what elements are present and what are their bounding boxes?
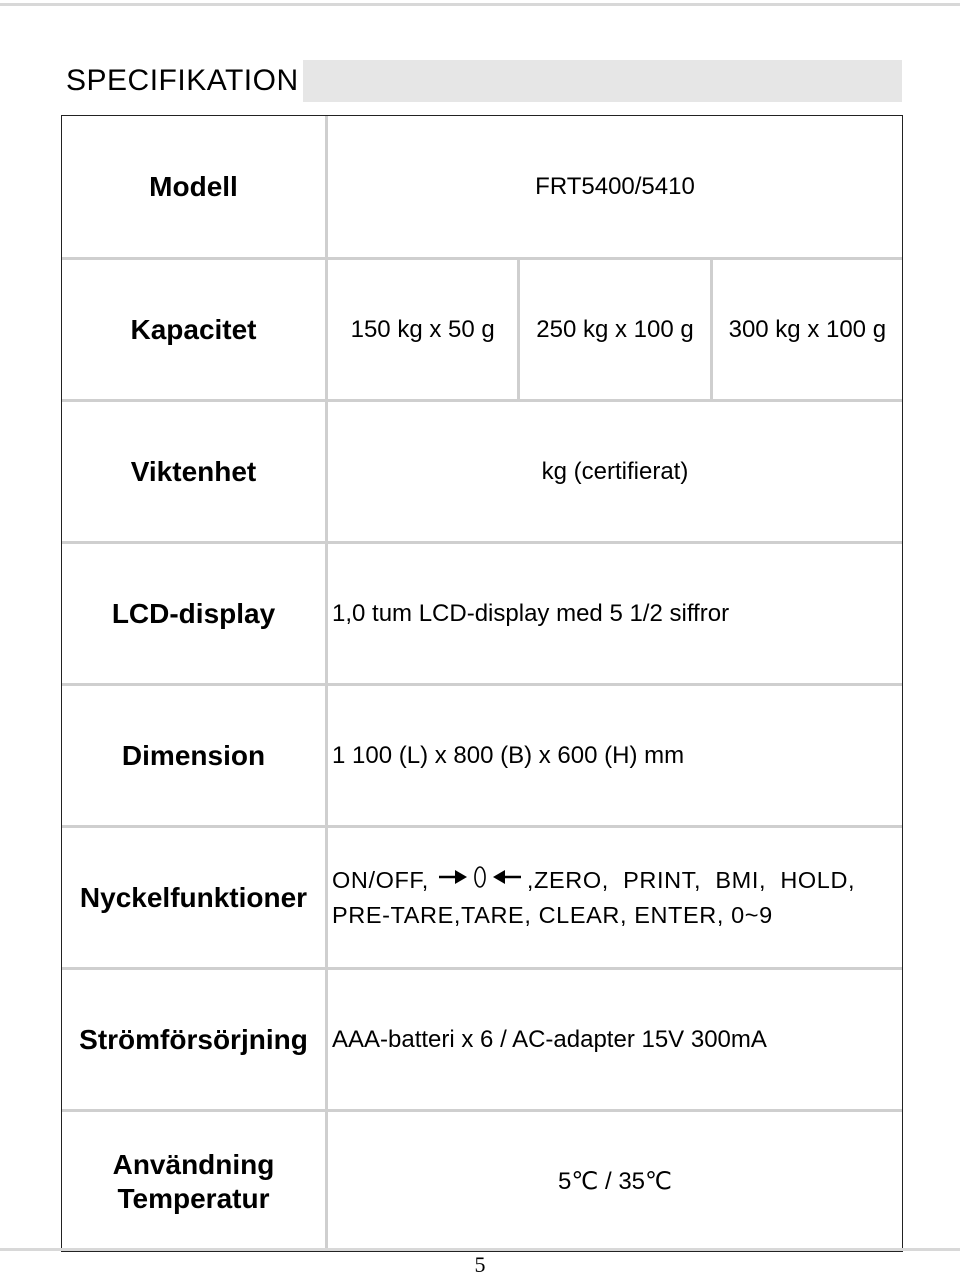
page-heading: SPECIFIKATION <box>62 60 303 102</box>
key-list <box>332 863 855 933</box>
spec-label: Dimension <box>62 686 328 825</box>
key-list-prefix: ON/OFF, <box>332 866 429 893</box>
spec-value: 1 100 (L) x 800 (B) x 600 (H) mm <box>332 741 685 769</box>
spec-row-viktenhet <box>62 399 902 541</box>
top-rule <box>0 3 960 6</box>
spec-label: Kapacitet <box>62 260 328 399</box>
spec-label-line: Temperatur <box>117 1182 270 1214</box>
spec-label: Modell <box>62 116 328 257</box>
spec-row-stromforsorjning <box>62 967 902 1109</box>
spec-value: FRT5400/5410 <box>535 172 695 200</box>
capacity-value: 300 kg x 100 g <box>728 315 887 343</box>
spec-row-dimension <box>62 683 902 825</box>
spec-row-lcd <box>62 541 902 683</box>
spec-row-modell <box>62 116 902 257</box>
spec-value <box>328 828 902 967</box>
spec-label: Strömförsörjning <box>62 970 328 1109</box>
spec-label: LCD-display <box>62 544 328 683</box>
spec-table <box>61 115 903 1252</box>
capacity-value: 150 kg x 50 g <box>328 260 520 399</box>
page-number: 5 <box>474 1252 486 1277</box>
spec-label <box>62 1112 328 1251</box>
capacity-value: 250 kg x 100 g <box>520 260 712 399</box>
spec-value: kg (certifierat) <box>541 457 689 485</box>
spec-label-line: Användning <box>112 1148 275 1180</box>
spec-value: AAA-batteri x 6 / AC-adapter 15V 300mA <box>332 1025 767 1053</box>
spec-label: Nyckelfunktioner <box>62 828 328 967</box>
spec-value: 5℃ / 35℃ <box>558 1168 672 1195</box>
capacity-values <box>328 260 902 399</box>
spec-row-kapacitet <box>62 257 902 399</box>
key-list-line-2: PRE-TARE,TARE, CLEAR, ENTER, 0~9 <box>332 902 773 929</box>
spec-row-temperatur <box>62 1109 902 1251</box>
bottom-rule <box>0 1248 960 1251</box>
spec-row-nyckelfunktioner <box>62 825 902 967</box>
key-list-suffix: ,ZERO, PRINT, BMI, HOLD, <box>526 866 856 893</box>
spec-value: 1,0 tum LCD-display med 5 1/2 siffror <box>332 599 730 627</box>
key-list-line-1 <box>332 863 855 899</box>
spec-label: Viktenhet <box>62 402 328 541</box>
arrow-to-zero-icon <box>437 864 523 898</box>
